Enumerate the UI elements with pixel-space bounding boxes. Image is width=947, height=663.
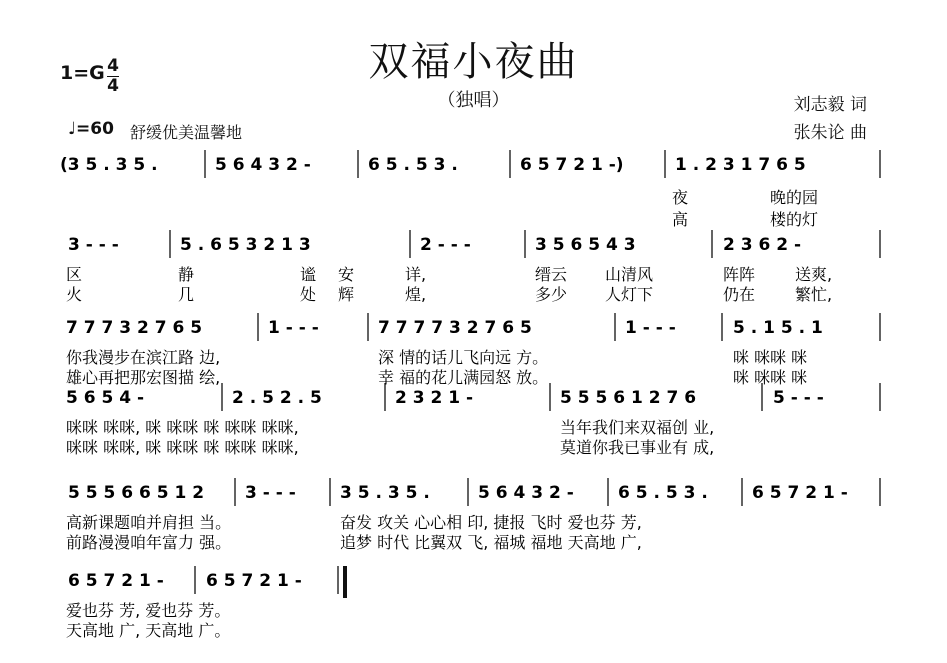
lyric-verse-1: 区 xyxy=(66,265,83,284)
tempo-mark: ♩=60 xyxy=(68,119,114,139)
lyric-verse-2: 辉 xyxy=(338,285,355,304)
note-group: 2 - - - xyxy=(420,235,471,255)
lyric-verse-2: 雄心再把那宏图描 绘, xyxy=(66,368,221,387)
note-group: 2 . 5 2 . 5 xyxy=(232,388,322,408)
note-group: 6 5 7 2 1 - xyxy=(68,571,164,591)
note-group: (3 5 . 3 5 . xyxy=(60,155,158,175)
lyric-verse-1: 山清风 xyxy=(605,265,654,284)
lyric-verse-2: 前路漫漫咱年富力 强。 xyxy=(66,533,232,552)
key-signature: 1=G xyxy=(60,62,105,84)
note-group: 5 6 5 4 - xyxy=(66,388,145,408)
lyric-verse-2: 繁忙, xyxy=(795,285,833,304)
note-group: 5 6 4 3 2 - xyxy=(215,155,311,175)
lyric-verse-2: 火 xyxy=(66,285,83,304)
note-group: 7 7 7 7 3 2 7 6 5 xyxy=(378,318,532,338)
composer-credit: 张朱论 曲 xyxy=(793,123,867,143)
note-group: 1 - - - xyxy=(268,318,319,338)
time-bottom: 4 xyxy=(107,76,119,96)
note-group: 5 5 5 6 1 2 7 6 xyxy=(560,388,697,408)
lyric-verse-2: 煌, xyxy=(405,285,427,304)
note-group: 3 5 6 5 4 3 xyxy=(535,235,636,255)
note-group: 6 5 7 2 1 - xyxy=(206,571,302,591)
lyric-verse-1: 送爽, xyxy=(795,265,833,284)
lyric-verse-2: 处 xyxy=(300,285,317,304)
lyric-verse-1: 高新课题咱并肩担 当。 xyxy=(66,513,232,532)
note-group: 1 - - - xyxy=(625,318,676,338)
note-group: 5 6 4 3 2 - xyxy=(478,483,574,503)
note-group: 3 5 . 3 5 . xyxy=(340,483,430,503)
lyric-verse-2: 天高地 广, 天高地 广。 xyxy=(66,621,231,640)
lyric-verse-1: 静 xyxy=(178,265,195,284)
lyric-verse-2: 楼的灯 xyxy=(770,210,819,229)
lyric-verse-1: 你我漫步在滨江路 边, xyxy=(66,348,221,367)
song-title: 双福小夜曲 xyxy=(368,39,579,85)
lyric-verse-1: 深 情的话儿飞向远 方。 xyxy=(378,348,549,367)
note-group: 3 - - - xyxy=(245,483,296,503)
note-group: 1 . 2 3 1 7 6 5 xyxy=(675,155,806,175)
song-subtitle: （独唱） xyxy=(437,90,510,111)
note-group: 6 5 7 2 1 - xyxy=(752,483,848,503)
lyric-verse-2: 人灯下 xyxy=(605,285,654,304)
note-group: 6 5 . 5 3 . xyxy=(368,155,458,175)
lyric-verse-1: 咪 咪咪 咪 xyxy=(733,348,808,367)
note-group: 5 . 6 5 3 2 1 3 xyxy=(180,235,311,255)
note-group: 6 5 7 2 1 -) xyxy=(520,155,624,175)
lyric-verse-2: 高 xyxy=(672,210,689,229)
note-group: 5 5 5 6 6 5 1 2 xyxy=(68,483,205,503)
note-group: 7 7 7 3 2 7 6 5 xyxy=(66,318,203,338)
lyric-verse-1: 爱也芬 芳, 爱也芬 芳。 xyxy=(66,601,231,620)
lyric-verse-1: 缙云 xyxy=(535,265,568,284)
lyric-verse-2: 仍在 xyxy=(723,285,756,304)
lyric-verse-2: 莫道你我已事业有 成, xyxy=(560,438,715,457)
lyric-verse-1: 安 xyxy=(338,265,355,284)
lyric-verse-2: 咪咪 咪咪, 咪 咪咪 咪 咪咪 咪咪, xyxy=(66,438,299,457)
time-top: 4 xyxy=(107,56,119,76)
note-group: 3 - - - xyxy=(68,235,119,255)
lyric-verse-2: 追梦 时代 比翼双 飞, 福城 福地 天高地 广, xyxy=(340,533,642,552)
note-group: 5 - - - xyxy=(773,388,824,408)
lyric-verse-1: 谧 xyxy=(300,265,317,284)
lyric-verse-1: 奋发 攻关 心心相 印, 捷报 飞时 爱也芬 芳, xyxy=(340,513,642,532)
lyric-verse-1: 晚的园 xyxy=(770,188,819,207)
lyric-verse-2: 幸 福的花儿满园怒 放。 xyxy=(378,368,549,387)
lyricist-credit: 刘志毅 词 xyxy=(793,95,867,115)
note-group: 2 3 2 1 - xyxy=(395,388,474,408)
lyric-verse-1: 阵阵 xyxy=(723,265,756,284)
expression-mark: 舒缓优美温馨地 xyxy=(130,123,243,142)
lyric-verse-2: 几 xyxy=(178,285,195,304)
lyric-verse-2: 多少 xyxy=(535,285,568,304)
lyric-verse-1: 咪咪 咪咪, 咪 咪咪 咪 咪咪 咪咪, xyxy=(66,418,299,437)
lyric-verse-1: 当年我们来双福创 业, xyxy=(560,418,715,437)
lyric-verse-1: 详, xyxy=(405,265,427,284)
note-group: 2 3 6 2 - xyxy=(723,235,802,255)
note-group: 5 . 1 5 . 1 xyxy=(733,318,823,338)
note-group: 6 5 . 5 3 . xyxy=(618,483,708,503)
lyric-verse-2: 咪 咪咪 咪 xyxy=(733,368,808,387)
lyric-verse-1: 夜 xyxy=(672,188,689,207)
